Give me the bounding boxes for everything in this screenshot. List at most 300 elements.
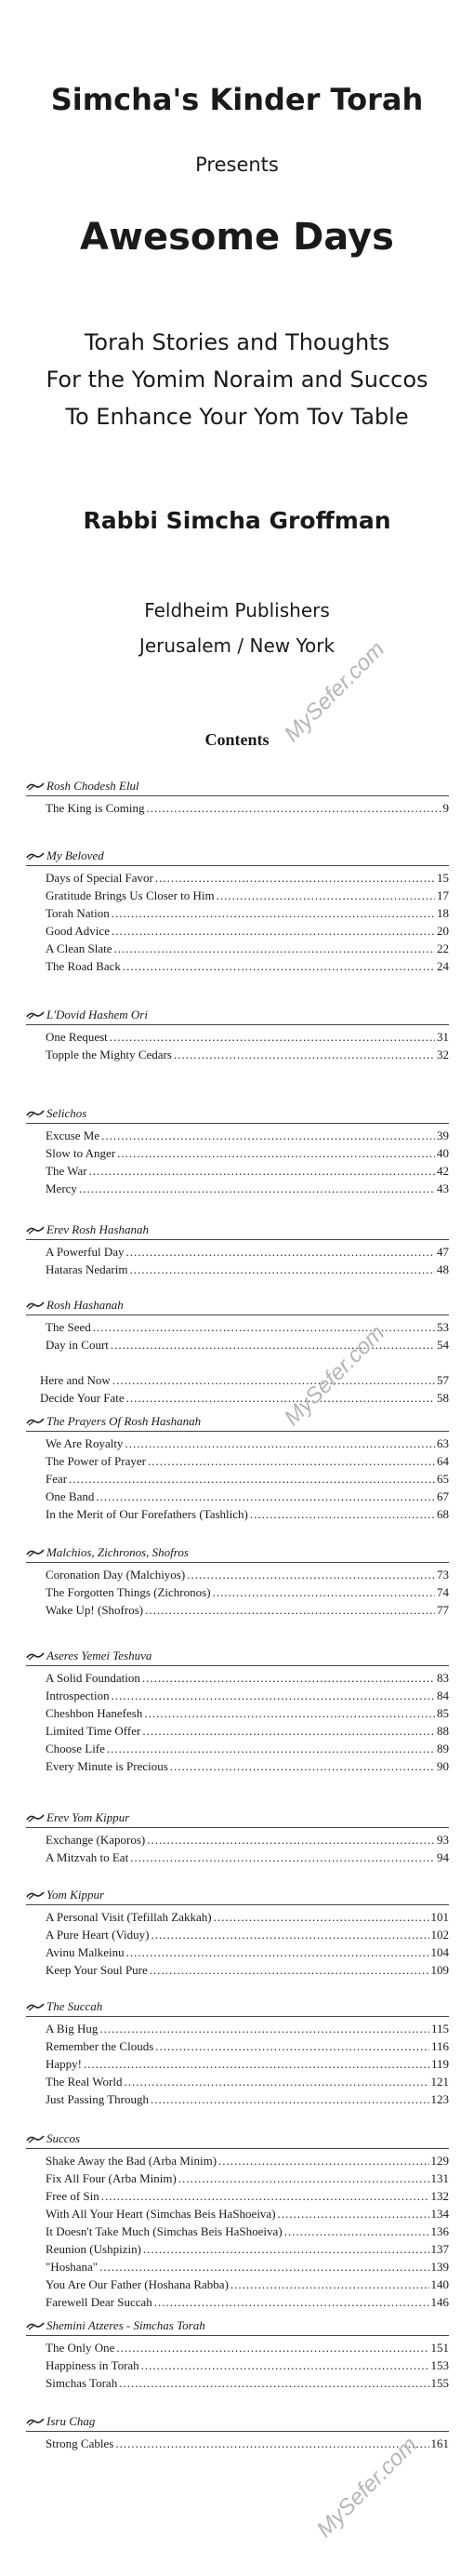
toc-entry[interactable] [26, 1601, 449, 1619]
dot-leader [148, 1452, 435, 1470]
dot-leader [130, 1849, 435, 1866]
entry-title: Torah Nation [46, 906, 110, 920]
toc-entry[interactable] [26, 2258, 449, 2276]
toc-entry[interactable] [26, 1687, 449, 1704]
page-number: 121 [430, 2075, 449, 2089]
toc-entry[interactable] [26, 2090, 449, 2108]
page-number: 140 [430, 2277, 449, 2291]
toc-entry[interactable] [26, 1505, 449, 1523]
toc-entry[interactable] [26, 1180, 449, 1197]
section-title: L'Dovid Hashem Ori [46, 1008, 148, 1021]
entry-title: Introspection [46, 1688, 110, 1702]
entry-title: The Real World [46, 2075, 123, 2089]
section-rule [26, 1431, 449, 1432]
section-title: Succos [46, 2131, 81, 2145]
dot-leader [141, 2356, 429, 2374]
toc-entry[interactable] [26, 1046, 449, 1063]
entry-title: Wake Up! (Shofros) [46, 1603, 144, 1617]
page-number: 64 [437, 1454, 449, 1468]
entry-title: Strong Cables [46, 2436, 114, 2450]
page-number: 131 [430, 2171, 449, 2185]
pen-nib-icon [26, 1889, 45, 1901]
entry-title: The War [46, 1164, 87, 1178]
entry-title: You Are Our Father (Hoshana Rabba) [46, 2277, 229, 2291]
toc-section [26, 2316, 449, 2392]
toc-entry[interactable] [26, 957, 449, 975]
dot-leader [101, 1127, 435, 1144]
pen-nib-icon [26, 1300, 45, 1311]
pen-nib-icon [26, 781, 45, 792]
toc-entry[interactable] [26, 940, 449, 957]
page-number: 77 [437, 1603, 449, 1617]
page-number: 134 [430, 2207, 449, 2221]
page-number: 129 [430, 2154, 449, 2168]
page-number: 68 [437, 1507, 449, 1521]
page-number: 116 [430, 2039, 449, 2053]
entry-title: Cheshbon Hanefesh [46, 1706, 143, 1720]
page-number: 53 [437, 1320, 449, 1334]
page-number: 67 [437, 1489, 449, 1503]
dot-leader [250, 1505, 435, 1523]
toc-section [26, 1296, 449, 1354]
entry-title: Farewell Dear Succah [46, 2295, 152, 2309]
toc-entry[interactable] [26, 887, 449, 904]
dot-leader [213, 1583, 435, 1601]
toc-entry[interactable] [26, 2293, 449, 2311]
publisher-block [0, 593, 474, 663]
dot-leader [151, 2090, 429, 2108]
page-number: 139 [430, 2260, 449, 2274]
toc-entry[interactable] [26, 1943, 449, 1961]
dot-leader [117, 1144, 435, 1162]
dot-leader [114, 940, 436, 957]
page-number: 85 [437, 1706, 449, 1720]
page-number: 17 [437, 888, 449, 902]
entry-title: Mercy [46, 1181, 77, 1195]
entry-title: Choose Life [46, 1742, 105, 1755]
entry-title: A Solid Foundation [46, 1671, 140, 1685]
entry-title: We Are Royalty [46, 1436, 124, 1450]
section-rule [26, 2148, 449, 2149]
dot-leader [79, 1180, 435, 1197]
page-number: 146 [430, 2295, 449, 2309]
page-number: 151 [430, 2341, 449, 2355]
entry-title: Slow to Anger [46, 1146, 116, 1160]
entry-title: Fear [46, 1472, 68, 1486]
entry-title: Every Minute is Precious [46, 1759, 168, 1773]
page-number: 47 [437, 1245, 449, 1259]
author-name: Rabbi Simcha Groffman [83, 507, 391, 534]
toc-entry[interactable] [26, 1908, 449, 1926]
entry-title: The Power of Prayer [46, 1454, 146, 1468]
page-number: 42 [437, 1164, 449, 1178]
toc-entry[interactable] [26, 2222, 449, 2240]
entry-title: Simchas Torah [46, 2376, 118, 2390]
toc-entry[interactable] [26, 922, 449, 940]
toc-section [26, 2129, 449, 2311]
presents-label: Presents [195, 153, 279, 176]
entry-title: The King is Coming [46, 801, 145, 815]
watermark: MySefer.com [279, 1320, 390, 1431]
toc-section [26, 1997, 449, 2108]
contents-heading: Contents [204, 730, 270, 749]
entry-title: A Powerful Day [46, 1245, 125, 1259]
section-heading [26, 1647, 449, 1665]
page-number: 88 [437, 1724, 449, 1738]
page-number: 153 [430, 2358, 449, 2372]
section-title: Selichos [46, 1106, 87, 1120]
dot-leader [154, 2293, 429, 2311]
section-title: My Beloved [46, 848, 104, 862]
dot-leader [112, 1371, 435, 1389]
dot-leader [218, 2152, 428, 2169]
page-number: 94 [437, 1850, 449, 1864]
toc-entry[interactable] [26, 2339, 449, 2356]
section-heading [26, 2129, 449, 2148]
dot-leader [150, 1961, 429, 1979]
page-number: 40 [437, 1146, 449, 1160]
entry-title: Remember the Clouds [46, 2039, 154, 2053]
toc-entry[interactable] [26, 1566, 449, 1583]
toc-entry[interactable] [26, 799, 449, 817]
entry-title: Days of Special Favor [46, 871, 153, 885]
page-number: 109 [430, 1963, 449, 1977]
section-title: Isru Chag [46, 2414, 96, 2428]
page-number: 58 [437, 1391, 449, 1405]
page-number: 123 [430, 2092, 449, 2106]
dot-leader [69, 1470, 435, 1488]
entry-title: The Only One [46, 2341, 115, 2355]
entry-title: Gratitude Brings Us Closer to Him [46, 888, 215, 902]
entry-title: A Personal Visit (Tefillah Zakkah) [46, 1910, 212, 1924]
section-rule [26, 865, 449, 866]
pen-nib-icon [26, 1009, 45, 1021]
entry-title: Limited Time Offer [46, 1724, 141, 1738]
dot-leader [112, 1687, 435, 1704]
section-rule [26, 1562, 449, 1563]
section-title: Rosh Chodesh Elul [46, 779, 139, 793]
toc-entry[interactable] [26, 904, 449, 922]
toc-entry[interactable] [26, 1470, 449, 1488]
dot-leader [84, 2055, 429, 2073]
section-heading [26, 1412, 449, 1431]
publisher-name: Feldheim Publishers [144, 599, 330, 621]
pen-nib-icon [26, 1650, 45, 1662]
toc-entry[interactable] [26, 2374, 449, 2392]
toc-section [26, 847, 449, 975]
entry-title: Happiness in Torah [46, 2358, 139, 2372]
section-heading [26, 1886, 449, 1904]
toc-entry[interactable] [26, 1162, 449, 1180]
toc-entry[interactable] [26, 1831, 449, 1849]
entry-title: The Seed [46, 1320, 91, 1334]
entry-title: Happy! [46, 2057, 82, 2071]
toc-entry[interactable] [26, 2276, 449, 2293]
page-number: 84 [437, 1688, 449, 1702]
toc-entry[interactable] [26, 1583, 449, 1601]
section-rule [26, 1904, 449, 1905]
toc-section [26, 777, 449, 817]
dot-leader [123, 957, 435, 975]
section-heading [26, 2412, 449, 2431]
toc-entry[interactable] [26, 2356, 449, 2374]
section-title: The Prayers Of Rosh Hashanah [46, 1414, 202, 1428]
dot-leader [155, 869, 435, 887]
page-number: 63 [437, 1436, 449, 1450]
entry-title: One Band [46, 1489, 95, 1503]
toc-entry[interactable] [26, 2073, 449, 2090]
page-number: 31 [437, 1030, 449, 1044]
entry-title: Decide Your Fate [40, 1391, 125, 1405]
dot-leader [99, 2020, 429, 2037]
toc-entry[interactable] [26, 2037, 449, 2055]
book-subtitle [0, 324, 474, 435]
toc-entry[interactable] [26, 1371, 449, 1389]
entry-title: Reunion (Ushpizin) [46, 2242, 141, 2256]
section-title: The Succah [46, 1999, 103, 2013]
toc-section [26, 1006, 449, 1063]
section-title: Erev Yom Kippur [46, 1810, 130, 1824]
toc-entry[interactable] [26, 1452, 449, 1470]
toc-section [26, 1104, 449, 1197]
page-number: 73 [437, 1568, 449, 1582]
toc-section [26, 1221, 449, 1278]
page-number: 136 [430, 2224, 449, 2238]
dot-leader [155, 2037, 429, 2055]
toc-entry[interactable] [26, 1722, 449, 1740]
section-heading [26, 1296, 449, 1315]
section-rule [26, 1827, 449, 1828]
entry-title: Here and Now [40, 1373, 111, 1387]
toc-entry[interactable] [26, 2205, 449, 2222]
toc-entry[interactable] [26, 1243, 449, 1261]
dot-leader [101, 2187, 429, 2205]
dot-leader [129, 1261, 435, 1278]
subtitle-line: To Enhance Your Yom Tov Table [65, 404, 409, 430]
entry-title: Free of Sin [46, 2189, 99, 2203]
page-number: 115 [430, 2022, 449, 2035]
dot-leader [143, 2240, 429, 2258]
toc-entry[interactable] [26, 1926, 449, 1943]
entry-title: A Pure Heart (Viduy) [46, 1928, 150, 1942]
entry-title: One Request [46, 1030, 108, 1044]
dot-leader [115, 2435, 428, 2452]
section-heading [26, 1221, 449, 1239]
dot-leader [96, 1488, 435, 1505]
toc-entry[interactable] [26, 1261, 449, 1278]
toc-entry[interactable] [26, 1318, 449, 1336]
page-number: 20 [437, 924, 449, 938]
toc-entry[interactable] [26, 2240, 449, 2258]
dot-leader [170, 1757, 435, 1775]
section-heading [26, 777, 449, 795]
dot-leader [214, 1908, 429, 1926]
dot-leader [112, 922, 435, 940]
toc-entry[interactable] [26, 2152, 449, 2169]
toc-entry[interactable] [26, 2187, 449, 2205]
section-title: Yom Kippur [46, 1888, 105, 1902]
entry-title: Keep Your Soul Pure [46, 1963, 148, 1977]
dot-leader [126, 1943, 429, 1961]
section-rule [26, 1239, 449, 1240]
entry-title: The Road Back [46, 959, 121, 973]
dot-leader [230, 2276, 429, 2293]
toc-section [26, 1647, 449, 1775]
dot-leader [142, 1722, 435, 1740]
toc-entry[interactable] [26, 2169, 449, 2187]
dot-leader [125, 1435, 435, 1452]
page-number: 54 [437, 1338, 449, 1352]
pen-nib-icon [26, 1812, 45, 1823]
page-number: 15 [437, 871, 449, 885]
section-rule [26, 2431, 449, 2432]
section-heading [26, 1809, 449, 1827]
page-number: 39 [437, 1128, 449, 1142]
entry-title: Exchange (Kaporos) [46, 1833, 146, 1847]
page-number: 104 [430, 1945, 449, 1959]
toc-entry[interactable] [26, 1740, 449, 1757]
dot-leader [147, 1831, 435, 1849]
page-number: 102 [430, 1928, 449, 1942]
toc-section [26, 1809, 449, 1866]
section-heading [26, 1104, 449, 1123]
toc-entry[interactable] [26, 1757, 449, 1775]
entry-title: A Big Hug [46, 2022, 99, 2035]
toc-entry[interactable] [26, 2020, 449, 2037]
toc-section [26, 1886, 449, 1979]
toc-entry[interactable] [26, 1127, 449, 1144]
entry-title: Shake Away the Bad (Arba Minim) [46, 2154, 217, 2168]
dot-leader [142, 1669, 435, 1687]
dot-leader [174, 1046, 435, 1063]
page-number: 43 [437, 1181, 449, 1195]
dot-leader [89, 1162, 435, 1180]
toc-section [26, 1543, 449, 1619]
entry-title: Day in Court [46, 1338, 109, 1352]
entry-title: "Hoshana" [46, 2260, 99, 2274]
dot-leader [124, 2073, 428, 2090]
toc-entry[interactable] [26, 1435, 449, 1452]
dot-leader [145, 1601, 435, 1619]
page-number: 32 [437, 1048, 449, 1061]
entry-title: It Doesn't Take Much (Simchas Beis HaShoeiva) [46, 2224, 283, 2238]
pen-nib-icon [26, 2416, 45, 2427]
entry-title: Coronation Day (Malchiyos) [46, 1568, 186, 1582]
toc-entry[interactable] [26, 1961, 449, 1979]
section-heading [26, 1543, 449, 1562]
page-number: 155 [430, 2376, 449, 2390]
section-title: Erev Rosh Hashanah [46, 1222, 150, 1236]
page-number: 119 [430, 2057, 449, 2071]
pen-nib-icon [26, 1547, 45, 1558]
page-number: 137 [430, 2242, 449, 2256]
section-title: Rosh Hashanah [46, 1298, 124, 1312]
page-number: 83 [437, 1671, 449, 1685]
dot-leader [147, 799, 441, 817]
entry-title: A Mitzvah to Eat [46, 1850, 129, 1864]
toc-entry[interactable] [26, 869, 449, 887]
page-number: 57 [437, 1373, 449, 1387]
series-title: Simcha's Kinder Torah [50, 82, 424, 117]
toc-entry[interactable] [26, 1144, 449, 1162]
dot-leader [284, 2222, 429, 2240]
toc-entry[interactable] [26, 2055, 449, 2073]
section-rule [26, 2016, 449, 2017]
toc-entry[interactable] [26, 1669, 449, 1687]
section-heading [26, 1997, 449, 2016]
dot-leader [126, 1243, 436, 1261]
dot-leader [112, 904, 435, 922]
subtitle-line: Torah Stories and Thoughts [84, 329, 390, 355]
toc-entry[interactable] [26, 1389, 449, 1407]
dot-leader [144, 1704, 435, 1722]
entry-title: In the Merit of Our Forefathers (Tashlich) [46, 1507, 248, 1521]
page-number: 89 [437, 1742, 449, 1755]
section-title: Shemini Atzeres - Simchas Torah [46, 2318, 205, 2332]
entry-title: Hataras Nedarim [46, 1262, 128, 1276]
toc-section [26, 1371, 449, 1407]
publisher-location: Jerusalem / New York [138, 634, 336, 657]
toc-section [26, 1412, 449, 1523]
watermark: MySefer.com [279, 636, 390, 747]
page-number: 132 [430, 2189, 449, 2203]
entry-title: The Forgotten Things (Zichronos) [46, 1585, 211, 1599]
page-number: 24 [437, 959, 449, 973]
toc-section [26, 2412, 449, 2452]
dot-leader [151, 1926, 429, 1943]
dot-leader [119, 2374, 428, 2392]
subtitle-line: For the Yomim Noraim and Succos [46, 367, 428, 393]
entry-title: Good Advice [46, 924, 110, 938]
page-number: 74 [437, 1585, 449, 1599]
section-title: Aseres Yemei Teshuva [46, 1648, 152, 1662]
section-rule [26, 795, 449, 796]
entry-title: Just Passing Through [46, 2092, 149, 2106]
dot-leader [110, 1028, 435, 1046]
pen-nib-icon [26, 2133, 45, 2144]
page-number: 48 [437, 1262, 449, 1276]
entry-title: With All Your Heart (Simchas Beis HaShoeiva) [46, 2207, 276, 2221]
toc-entry[interactable] [26, 1028, 449, 1046]
section-rule [26, 2335, 449, 2336]
toc-entry[interactable] [26, 1704, 449, 1722]
dot-leader [278, 2205, 429, 2222]
dot-leader [99, 2258, 428, 2276]
section-heading [26, 847, 449, 865]
page-number: 161 [430, 2436, 449, 2450]
pen-nib-icon [26, 2320, 45, 2331]
page-number: 93 [437, 1833, 449, 1847]
entry-title: Fix All Four (Arba Minim) [46, 2171, 177, 2185]
section-title: Malchios, Zichronos, Shofros [46, 1545, 189, 1559]
toc-entry[interactable] [26, 1488, 449, 1505]
entry-title: Avinu Malkeinu [46, 1945, 125, 1959]
pen-nib-icon [26, 1416, 45, 1427]
page-number: 22 [437, 941, 449, 955]
dot-leader [126, 1389, 435, 1407]
section-heading [26, 2316, 449, 2335]
dot-leader [187, 1566, 435, 1583]
toc-entry[interactable] [26, 1849, 449, 1866]
dot-leader [116, 2339, 428, 2356]
dot-leader [107, 1740, 435, 1757]
dot-leader [178, 2169, 429, 2187]
page-number: 65 [437, 1472, 449, 1486]
page-number: 101 [430, 1910, 449, 1924]
entry-title: Topple the Mighty Cedars [46, 1048, 172, 1061]
dot-leader [217, 887, 435, 904]
pen-nib-icon [26, 1224, 45, 1235]
